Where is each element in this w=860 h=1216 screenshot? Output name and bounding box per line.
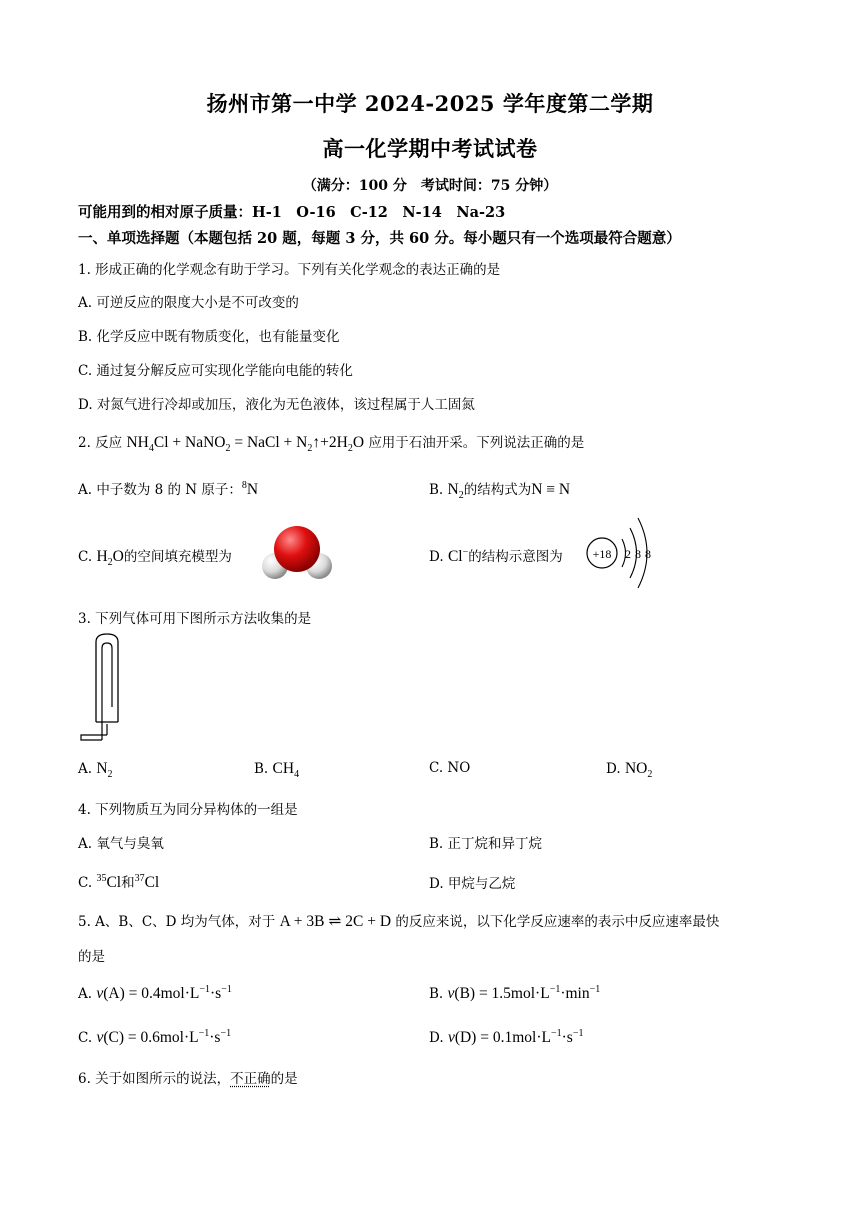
q3-option-a	[78, 760, 113, 780]
q5-c-rate: $v(C) = 0.6mol\cdot L^{-1}\cdot s^{-1}$	[96, 1028, 232, 1047]
q4-stem: 4. 下列物质互为同分异构体的一组是	[78, 802, 298, 818]
q2-d-ion: Cl−	[447, 546, 469, 565]
q3-d-formula: $NO_2$	[624, 760, 653, 781]
q5-d-rate: $v(D) = 0.1mol\cdot L^{-1}\cdot s^{-1}$	[447, 1028, 584, 1047]
exam-subtitle: 高一化学期中考试试卷	[322, 136, 538, 161]
q2-c-formula: $H_2O$	[96, 548, 124, 569]
q5-stem-a: 5. A、B、C、D 均为气体，对于	[78, 914, 276, 930]
q2-c-mid: 的空间填充模型为	[123, 549, 232, 565]
q1-option-b: B. 化学反应中既有物质变化，也有能量变化	[78, 329, 340, 345]
q1-option-d: D. 对氮气进行冷却或加压，液化为无色液体，该过程属于人工固氮	[78, 397, 475, 413]
q2-d-prefix: D.	[429, 549, 444, 565]
q3-d-prefix: D.	[606, 761, 621, 777]
q2-b-mid: 的结构式为	[463, 482, 532, 498]
q3-stem: 3. 下列气体可用下图所示方法收集的是	[78, 611, 312, 627]
q3-b-prefix: B.	[254, 761, 269, 777]
atomic-masses: 可能用到的相对原子质量：H-1 O-16 C-12 N-14 Na-23	[78, 204, 506, 221]
q5-b-prefix: B.	[429, 986, 444, 1003]
q6-stem	[78, 1067, 298, 1087]
q2-c-prefix: C.	[78, 549, 93, 565]
q5-a-prefix: A.	[78, 986, 93, 1003]
q2-num: 2. 反应	[78, 435, 123, 451]
q2-b-prefix: B.	[429, 482, 444, 498]
q3-option-c: C. NO	[429, 760, 471, 776]
nucleus-charge: +18	[592, 547, 612, 561]
q4-c-and: 和	[121, 875, 135, 891]
exam-title: 扬州市第一中学 2024-2025 学年度第二学期	[206, 91, 654, 116]
q4-c-cl37: $^{37}$Cl	[134, 872, 160, 891]
section-heading: 一、单项选择题（本题包括 20 题，每题 3 分，共 60 分。每小题只有一个选项最符合题意）	[78, 230, 681, 247]
q2-d-mid: 的结构示意图为	[468, 549, 563, 565]
q3-a-formula: $N_2$	[96, 760, 113, 781]
q6-stem-b: 的是	[270, 1071, 298, 1087]
q2-a-symbol: N	[246, 481, 259, 498]
q2-option-c	[78, 545, 232, 568]
q5-option-d	[429, 1028, 583, 1047]
q4-c-prefix: C.	[78, 875, 93, 891]
q5-stem-line2: 的是	[78, 949, 105, 965]
q2-a-mass: 8	[241, 479, 247, 491]
q5-d-prefix: D.	[429, 1030, 444, 1047]
q5-option-c	[78, 1028, 231, 1047]
q5-stem-b: 的反应来说，以下化学反应速率的表示中反应速率最快	[395, 914, 720, 930]
shell-2-electrons: 8	[635, 547, 641, 561]
water-space-filling-model	[258, 523, 336, 583]
q4-option-a: A. 氧气与臭氧	[78, 836, 164, 852]
shell-3-electrons: 8	[645, 547, 651, 561]
q3-option-b	[254, 760, 299, 780]
q5-b-rate: $v(B) = 1.5mol\cdot L^{-1}\cdot\min^{-1}$	[447, 984, 601, 1003]
q2-b-structure: N ≡ N	[531, 481, 571, 498]
q4-c-cl35: $^{35}$Cl	[96, 872, 122, 891]
exam-meta: （满分：100 分 考试时间：75 分钟）	[302, 178, 558, 194]
q4-option-b: B. 正丁烷和异丁烷	[429, 836, 543, 852]
q2-equation: $NH_4Cl$ + NaNO$_2$ = NaCl + $N_2↑+2H_2O$	[126, 434, 365, 455]
chloride-ion-structure-diagram	[584, 514, 664, 594]
q2-option-b	[429, 478, 570, 501]
q5-equation: A + 3B ⇌ 2C + D	[279, 913, 392, 930]
q5-c-prefix: C.	[78, 1030, 93, 1047]
q2-option-a	[78, 478, 258, 499]
q4-option-d: D. 甲烷与乙烷	[429, 876, 516, 892]
q3-option-d	[606, 760, 652, 780]
q1-option-a: A. 可逆反应的限度大小是不可改变的	[78, 295, 299, 311]
q2-a-prefix: A. 中子数为 8 的 N 原子：	[78, 482, 242, 498]
shell-1-electrons: 2	[625, 547, 631, 561]
q4-option-c	[78, 871, 159, 892]
q5-a-rate: $v(A) = 0.4mol\cdot L^{-1}\cdot s^{-1}$	[96, 984, 232, 1003]
q2-option-d	[429, 545, 563, 566]
q2-b-formula: $N_2$	[447, 481, 464, 502]
q5-option-b	[429, 984, 600, 1003]
q2-tail: 应用于石油开采。下列说法正确的是	[368, 435, 585, 451]
q2-stem	[78, 431, 584, 454]
q6-stem-emphasis: 不正确	[230, 1071, 271, 1087]
q1-option-c: C. 通过复分解反应可实现化学能向电能的转化	[78, 363, 353, 379]
q5-stem-line1	[78, 910, 719, 931]
gas-collection-apparatus	[76, 632, 136, 744]
q5-option-a	[78, 984, 232, 1003]
q3-a-prefix: A.	[78, 761, 93, 777]
q3-b-formula: $CH_4$	[272, 760, 300, 781]
q6-stem-a: 6. 关于如图所示的说法，	[78, 1071, 231, 1087]
q1-stem: 1. 形成正确的化学观念有助于学习。下列有关化学观念的表达正确的是	[78, 262, 501, 278]
